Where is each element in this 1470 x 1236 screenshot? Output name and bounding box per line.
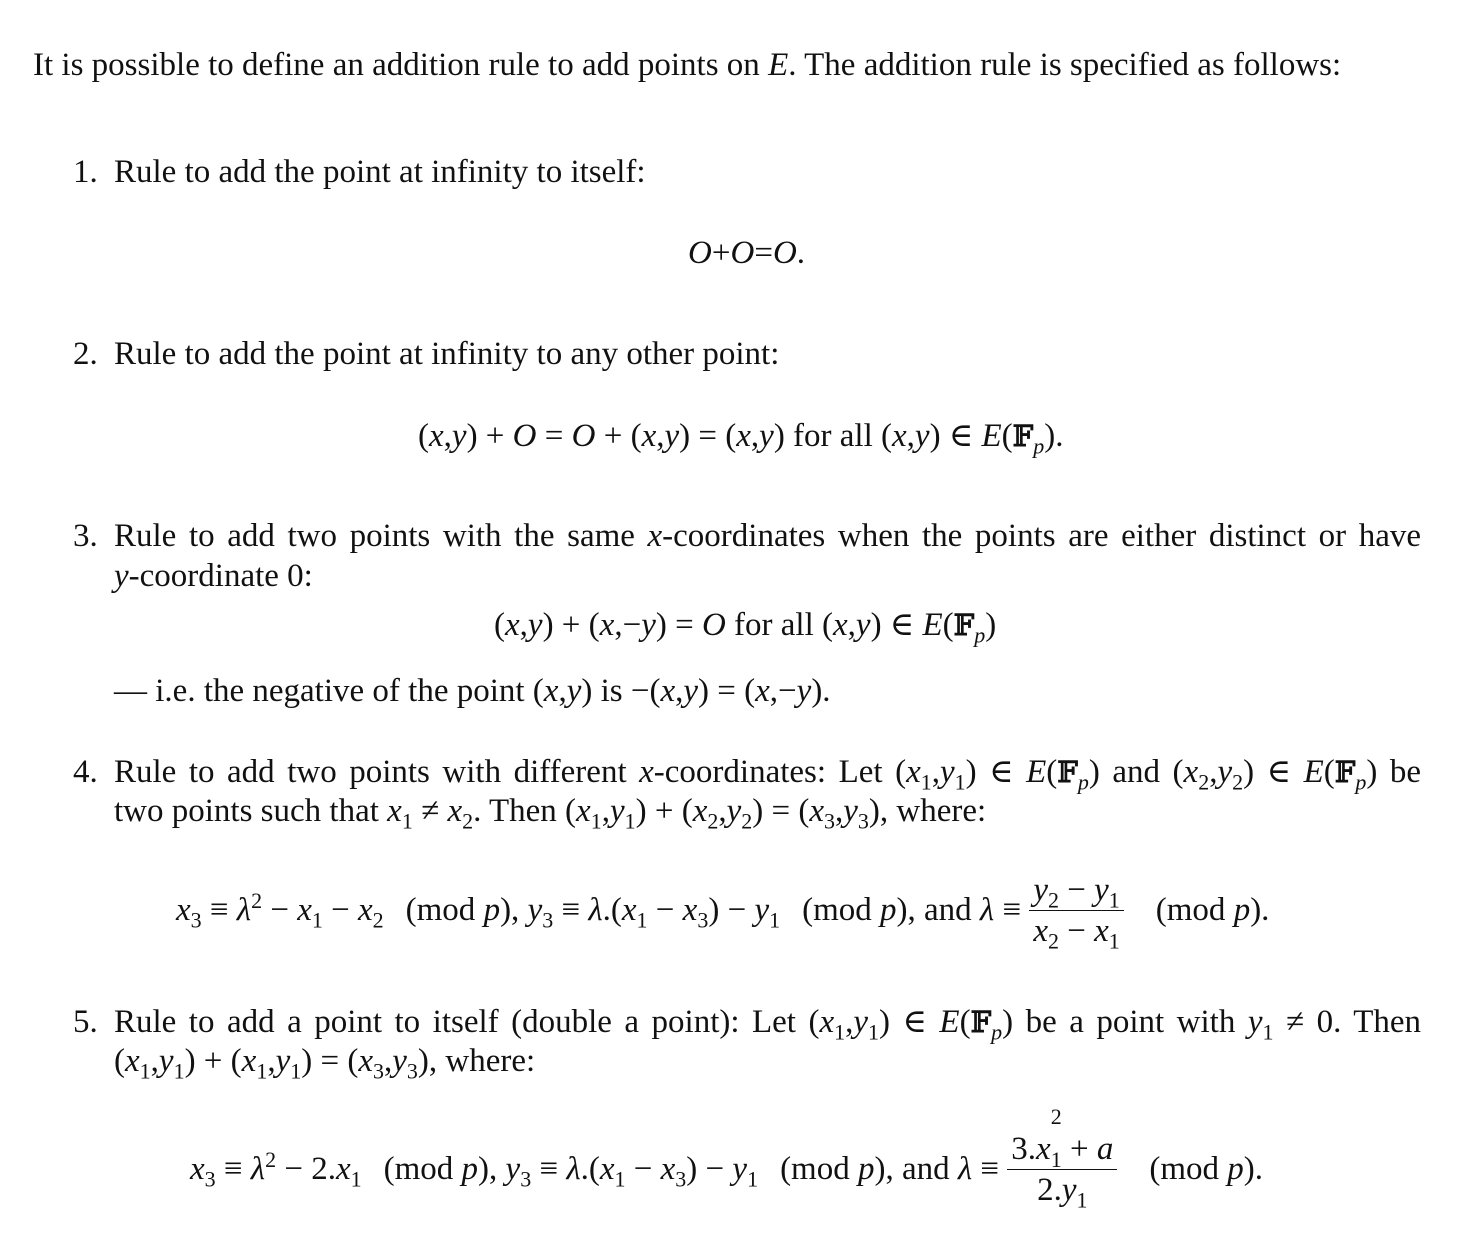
rule-2-text: Rule to add the point at infinity to any other point: [114, 336, 780, 372]
rule-5-text-line2: $(x_1,y_1) + (x_1,y_1) = (x_3,y_3)$, where: [114, 1043, 536, 1084]
rule-4-text-line1: Rule to add two points with different x-coordinates: Let $(x_1,y_1)$ ∈ E(𝔽$_p$) and $(x_2,y_2)$ ∈ E(𝔽$_p$) be [114, 754, 1422, 795]
rule-1-text: Rule to add the point at infinity to itself: [114, 154, 646, 190]
rule-1-equation: O+O=O. [688, 235, 806, 271]
rule-4-lambda-fraction: $\frac{y_2 - y_1}{x_2 - x_1}$ [1029, 870, 1123, 951]
rule-3-equation: (x,y) + (x,−y) = O for all (x,y) ∈ E(𝔽$_p$) [494, 607, 997, 648]
rule-3-note: — i.e. the negative of the point (x,y) is −(x,y) = (x,−y). [114, 673, 831, 709]
intro-paragraph: It is possible to define an addition rule to add points on E. The addition rule is specified as follows: [33, 47, 1342, 83]
rule-1-number: 1. [73, 154, 98, 190]
rule-5-text-line1: Rule to add a point to itself (double a point): Let $(x_1,y_1)$ ∈ E(𝔽$_p$) be a point with $y_1 \ne 0$. Then [114, 1004, 1422, 1045]
rule-3-number: 3. [73, 518, 98, 554]
rule-5-number: 5. [73, 1004, 98, 1040]
rule-5-lambda-fraction: 3.x $_{2 1}$ + a $2.y_1$ [1007, 1129, 1117, 1210]
rule-4-equation: $x_3 \equiv \lambda^2 - x_1 - x_2$ (mod p), $y_3 \equiv \lambda.(x_1 - x_3) - y_1$ (mod p), and λ ≡ $\frac{y_2 - y_1}{x_2 - x_1}$ (mod p). [176, 871, 1270, 954]
rule-2-equation: (x,y) + O = O + (x,y) = (x,y) for all (x,y) ∈ E(𝔽$_p$). [418, 418, 1064, 459]
rule-4-number: 4. [73, 754, 98, 790]
rule-3-text-line1: Rule to add two points with the same x-coordinates when the points are either distinct or have [114, 518, 1421, 554]
rule-2-number: 2. [73, 336, 98, 372]
rule-3-text-line2: y-coordinate 0: [114, 558, 313, 594]
rule-4-text-line2: two points such that $x_1 \ne x_2$. Then $(x_1,y_1) + (x_2,y_2) = (x_3,y_3)$, where: [114, 793, 987, 834]
rule-5-equation: $x_3 \equiv \lambda^2 - 2.x_1$ (mod p), $y_3 \equiv \lambda.(x_1 - x_3) - y_1$ (mod p), and λ ≡ 3.x $_{2 1}$ + a $2.y_1$ (mod p). [190, 1103, 1263, 1213]
